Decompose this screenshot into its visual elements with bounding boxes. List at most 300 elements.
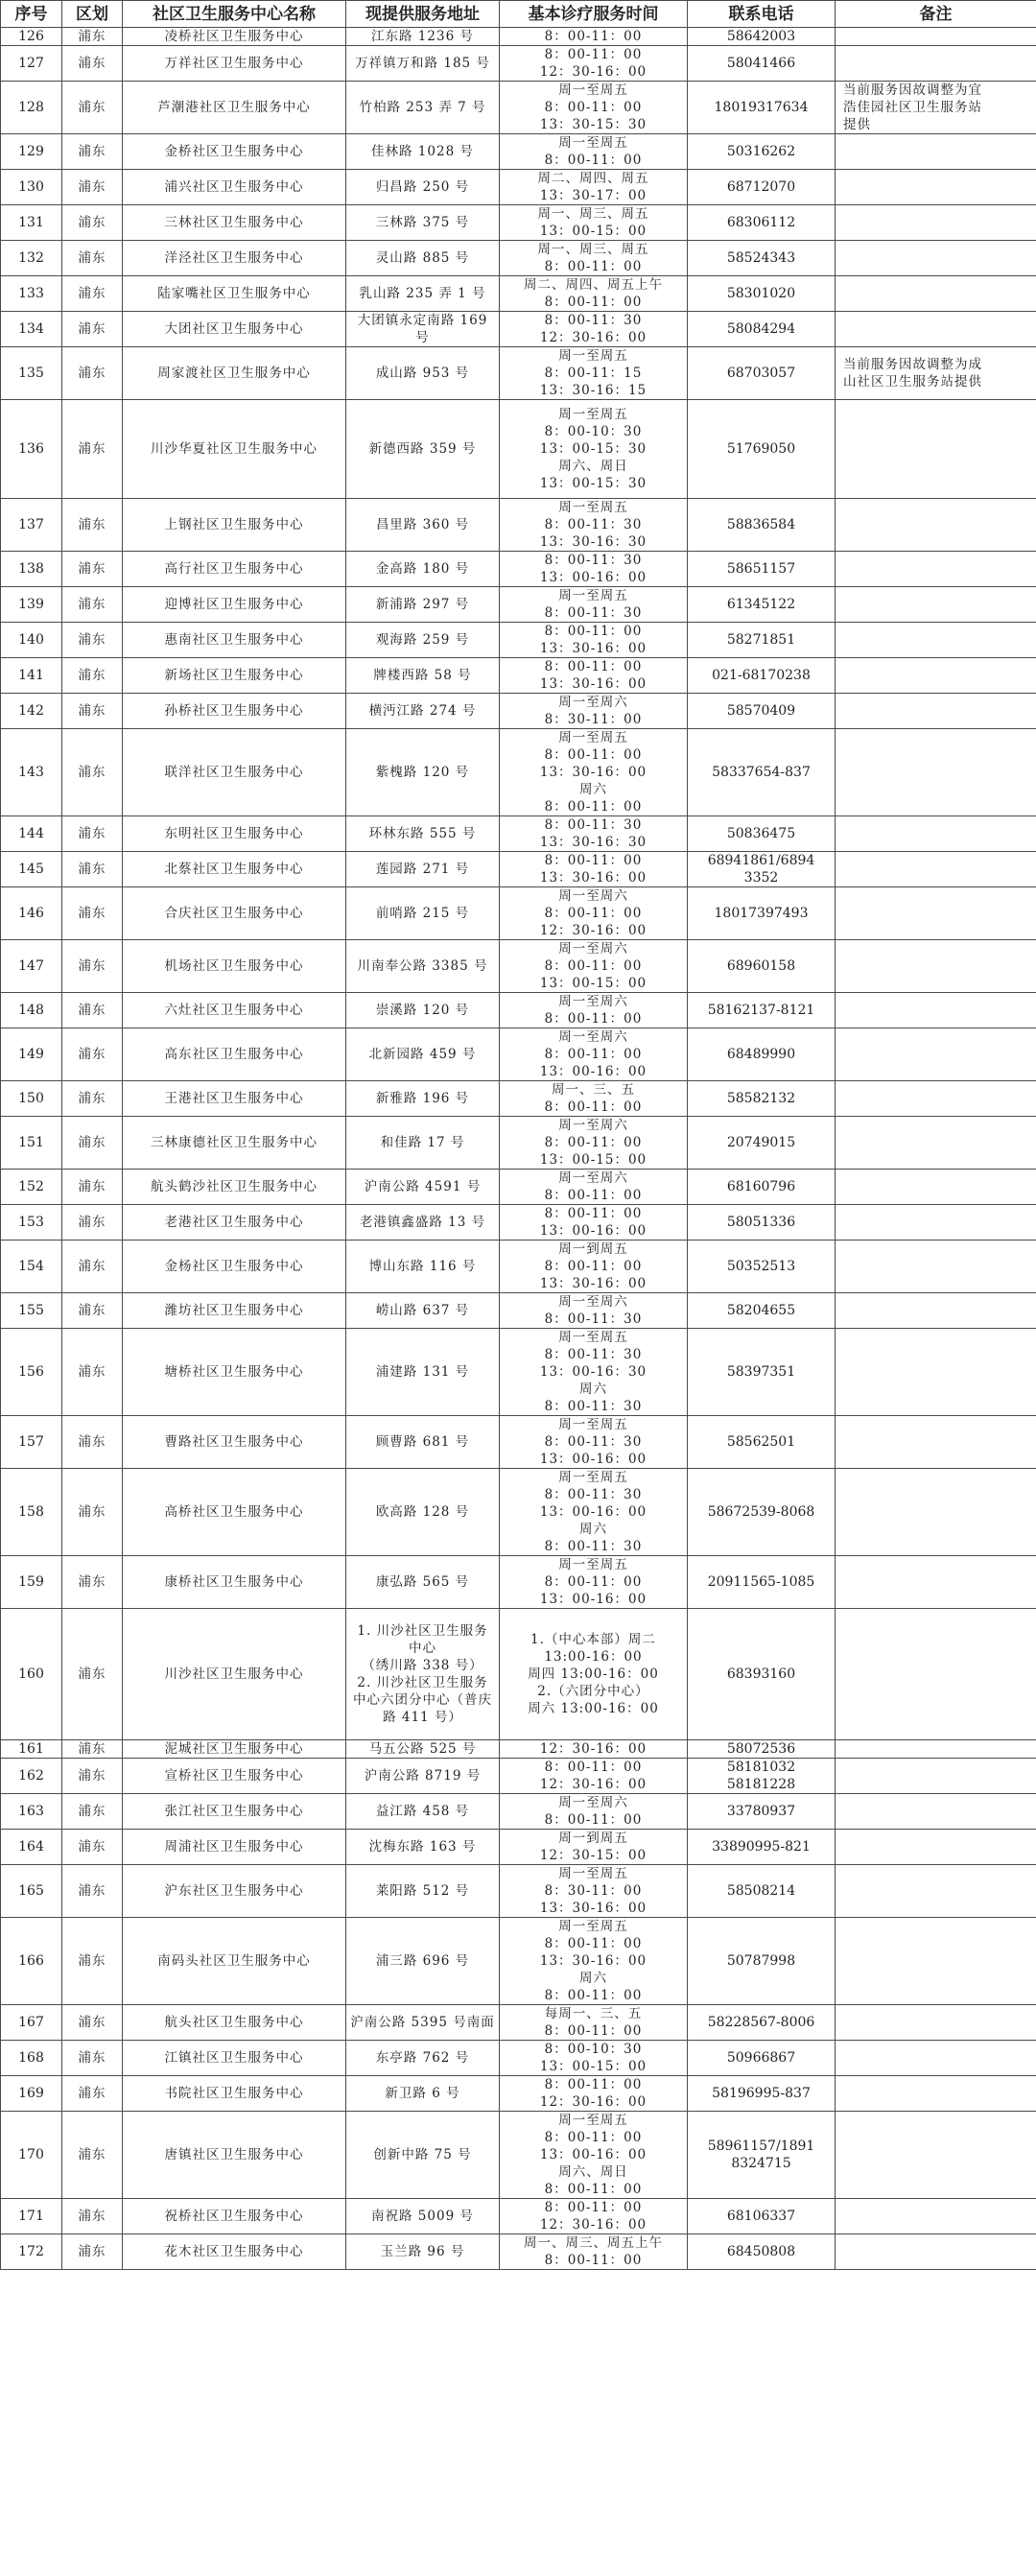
cell-phone bbox=[688, 816, 836, 852]
cell-phone-line: 58228567-8006 bbox=[707, 2015, 815, 2030]
cell-no: 164 bbox=[1, 1830, 62, 1865]
cell-remarks bbox=[836, 816, 1036, 852]
cell-district: 浦东 bbox=[62, 1416, 123, 1469]
cell-address-line: 紫槐路 120 号 bbox=[375, 765, 470, 780]
cell-phone-line: 58301020 bbox=[726, 286, 796, 301]
cell-address-line: 金高路 180 号 bbox=[375, 561, 470, 577]
cell-address bbox=[346, 82, 500, 134]
cell-service-time bbox=[500, 2076, 688, 2112]
cell-center-name: 北蔡社区卫生服务中心 bbox=[123, 852, 346, 887]
cell-district: 浦东 bbox=[62, 623, 123, 658]
table-row bbox=[1, 1830, 1036, 1865]
cell-center-name: 上钢社区卫生服务中心 bbox=[123, 499, 346, 552]
cell-service-time-line: 8：00-11：00 bbox=[544, 295, 643, 310]
table-row bbox=[1, 241, 1036, 276]
table-row bbox=[1, 347, 1036, 400]
cell-address-line: 大团镇永定南路 169 bbox=[357, 313, 488, 328]
cell-remarks bbox=[836, 2076, 1036, 2112]
cell-center-name: 花木社区卫生服务中心 bbox=[123, 2234, 346, 2270]
table-row bbox=[1, 1918, 1036, 2005]
cell-phone-line: 58524343 bbox=[726, 250, 796, 266]
cell-address bbox=[346, 1556, 500, 1609]
cell-service-time bbox=[500, 2112, 688, 2199]
cell-remarks bbox=[836, 2005, 1036, 2041]
cell-center-name: 祝桥社区卫生服务中心 bbox=[123, 2199, 346, 2234]
table-row bbox=[1, 623, 1036, 658]
cell-service-time bbox=[500, 1918, 688, 2005]
cell-service-time-line: 13：00-15：30 bbox=[539, 476, 648, 491]
cell-phone-line: 58051336 bbox=[726, 1215, 796, 1230]
cell-no: 135 bbox=[1, 347, 62, 400]
cell-service-time bbox=[500, 587, 688, 623]
cell-address-line: 沪南公路 8719 号 bbox=[364, 1768, 482, 1784]
cell-phone-line: 18019317634 bbox=[714, 100, 809, 115]
cell-remarks-line: 浩佳园社区卫生服务站 bbox=[843, 100, 982, 115]
cell-service-time-line: 周一至周五 bbox=[558, 1330, 628, 1345]
cell-service-time-line: 8：00-11：30 bbox=[544, 1434, 643, 1450]
cell-address-line: 老港镇鑫盛路 13 号 bbox=[359, 1215, 486, 1230]
cell-center-name: 川沙华夏社区卫生服务中心 bbox=[123, 400, 346, 499]
cell-district: 浦东 bbox=[62, 134, 123, 170]
table-row bbox=[1, 1794, 1036, 1830]
cell-address-line: 南祝路 5009 号 bbox=[371, 2209, 474, 2224]
cell-address bbox=[346, 134, 500, 170]
cell-address-line: 莲园路 271 号 bbox=[375, 862, 470, 877]
cell-service-time-line: 13：30-16：00 bbox=[539, 870, 648, 886]
cell-remarks bbox=[836, 852, 1036, 887]
cell-remarks bbox=[836, 1416, 1036, 1469]
cell-remarks bbox=[836, 1556, 1036, 1609]
cell-service-time-line: 8：00-11：00 bbox=[544, 2253, 643, 2268]
cell-address-line: 沈梅东路 163 号 bbox=[368, 1839, 477, 1855]
cell-remarks bbox=[836, 1028, 1036, 1081]
header-service-time: 基本诊疗服务时间 bbox=[500, 1, 688, 28]
header-remarks: 备注 bbox=[836, 1, 1036, 28]
cell-service-time-line: 周一至周六 bbox=[558, 941, 628, 957]
cell-service-time bbox=[500, 28, 688, 46]
cell-address bbox=[346, 1794, 500, 1830]
cell-center-name: 塘桥社区卫生服务中心 bbox=[123, 1329, 346, 1416]
cell-service-time-line: 13:00-16：00 bbox=[544, 1649, 643, 1665]
cell-service-time-line: 13：00-15：00 bbox=[539, 1152, 648, 1168]
cell-service-time bbox=[500, 658, 688, 694]
cell-no: 169 bbox=[1, 2076, 62, 2112]
cell-phone bbox=[688, 1794, 836, 1830]
cell-address-line: 益江路 458 号 bbox=[375, 1804, 470, 1819]
cell-service-time bbox=[500, 205, 688, 241]
cell-address-line: 欧高路 128 号 bbox=[375, 1504, 470, 1520]
cell-remarks bbox=[836, 552, 1036, 587]
cell-service-time-line: 12：30-15：00 bbox=[539, 1848, 648, 1863]
table-row bbox=[1, 940, 1036, 993]
cell-service-time-line: 12：30-16：00 bbox=[539, 1777, 648, 1792]
cell-no: 142 bbox=[1, 694, 62, 729]
cell-phone bbox=[688, 1241, 836, 1293]
cell-center-name: 泥城社区卫生服务中心 bbox=[123, 1740, 346, 1759]
cell-district: 浦东 bbox=[62, 82, 123, 134]
cell-service-time bbox=[500, 312, 688, 347]
cell-address-line: 东亭路 762 号 bbox=[375, 2050, 470, 2066]
cell-address bbox=[346, 816, 500, 852]
cell-phone bbox=[688, 134, 836, 170]
cell-no: 139 bbox=[1, 587, 62, 623]
table-row bbox=[1, 1241, 1036, 1293]
table-row bbox=[1, 400, 1036, 499]
cell-remarks bbox=[836, 1830, 1036, 1865]
cell-phone bbox=[688, 1830, 836, 1865]
cell-address-line: 乳山路 235 弄 1 号 bbox=[359, 286, 486, 301]
cell-center-name: 沪东社区卫生服务中心 bbox=[123, 1865, 346, 1918]
table-row bbox=[1, 1740, 1036, 1759]
cell-center-name: 航头鹤沙社区卫生服务中心 bbox=[123, 1170, 346, 1205]
cell-no: 161 bbox=[1, 1740, 62, 1759]
cell-address-line: 玉兰路 96 号 bbox=[380, 2244, 465, 2259]
cell-address bbox=[346, 852, 500, 887]
cell-district: 浦东 bbox=[62, 1170, 123, 1205]
cell-remarks bbox=[836, 2199, 1036, 2234]
table-row bbox=[1, 1170, 1036, 1205]
cell-phone-line: 68160796 bbox=[726, 1179, 796, 1194]
cell-address-line: 佳林路 1028 号 bbox=[371, 144, 474, 159]
cell-center-name: 芦潮港社区卫生服务中心 bbox=[123, 82, 346, 134]
cell-center-name: 王港社区卫生服务中心 bbox=[123, 1081, 346, 1117]
cell-address-line: 1. 川沙社区卫生服务 bbox=[357, 1623, 488, 1639]
cell-service-time-line: 8：00-11：30 bbox=[544, 605, 643, 621]
cell-service-time bbox=[500, 1170, 688, 1205]
cell-service-time-line: 8：00-11：30 bbox=[544, 1399, 643, 1414]
cell-district: 浦东 bbox=[62, 1081, 123, 1117]
cell-address-line: 新德西路 359 号 bbox=[368, 441, 477, 457]
cell-service-time bbox=[500, 1028, 688, 1081]
cell-district: 浦东 bbox=[62, 499, 123, 552]
cell-address-line: 新卫路 6 号 bbox=[385, 2086, 460, 2101]
cell-no: 146 bbox=[1, 887, 62, 940]
cell-remarks bbox=[836, 2234, 1036, 2270]
cell-center-name: 孙桥社区卫生服务中心 bbox=[123, 694, 346, 729]
cell-service-time-line: 周一至周六 bbox=[558, 695, 628, 710]
cell-service-time-line: 13：00-16：00 bbox=[539, 1504, 648, 1520]
cell-district: 浦东 bbox=[62, 2234, 123, 2270]
cell-address-line: 竹柏路 253 弄 7 号 bbox=[359, 100, 486, 115]
cell-service-time-line: 周六、周日 bbox=[558, 2164, 628, 2180]
cell-service-time bbox=[500, 347, 688, 400]
cell-phone bbox=[688, 2076, 836, 2112]
cell-center-name: 联洋社区卫生服务中心 bbox=[123, 729, 346, 816]
cell-address bbox=[346, 499, 500, 552]
cell-center-name: 三林康德社区卫生服务中心 bbox=[123, 1117, 346, 1170]
cell-service-time bbox=[500, 1117, 688, 1170]
cell-service-time-line: 周一至周五 bbox=[558, 1417, 628, 1432]
header-address: 现提供服务地址 bbox=[346, 1, 500, 28]
cell-service-time-line: 8：00-11：00 bbox=[544, 2023, 643, 2039]
cell-address bbox=[346, 1205, 500, 1241]
cell-center-name: 周浦社区卫生服务中心 bbox=[123, 1830, 346, 1865]
cell-service-time-line: 8：00-11：00 bbox=[544, 1047, 643, 1062]
cell-address bbox=[346, 1241, 500, 1293]
cell-no: 157 bbox=[1, 1416, 62, 1469]
cell-phone-line: 33780937 bbox=[726, 1804, 796, 1819]
cell-address bbox=[346, 887, 500, 940]
cell-remarks bbox=[836, 2112, 1036, 2199]
cell-phone-line: 58642003 bbox=[726, 29, 796, 44]
cell-service-time-line: 8：00-11：00 bbox=[544, 2130, 643, 2145]
cell-phone-line: 20911565-1085 bbox=[707, 1574, 815, 1590]
cell-phone-line: 68941861/6894 bbox=[707, 853, 815, 868]
table-row bbox=[1, 658, 1036, 694]
cell-service-time-line: 8：00-11：30 bbox=[544, 553, 643, 568]
cell-service-time-line: 12：30-16：00 bbox=[539, 923, 648, 938]
cell-phone-line: 58196995-837 bbox=[712, 2086, 811, 2101]
cell-no: 153 bbox=[1, 1205, 62, 1241]
cell-service-time bbox=[500, 1865, 688, 1918]
cell-no: 138 bbox=[1, 552, 62, 587]
cell-address bbox=[346, 1918, 500, 2005]
cell-service-time-line: 8：00-11：00 bbox=[544, 29, 643, 44]
table-row bbox=[1, 852, 1036, 887]
cell-remarks bbox=[836, 312, 1036, 347]
cell-phone-line: 58181228 bbox=[726, 1777, 796, 1792]
cell-phone bbox=[688, 241, 836, 276]
cell-no: 167 bbox=[1, 2005, 62, 2041]
cell-center-name: 高东社区卫生服务中心 bbox=[123, 1028, 346, 1081]
cell-no: 172 bbox=[1, 2234, 62, 2270]
cell-phone-line: 58961157/1891 bbox=[707, 2139, 815, 2154]
cell-service-time-line: 周一、周三、周五 bbox=[537, 242, 649, 257]
cell-no: 145 bbox=[1, 852, 62, 887]
cell-phone bbox=[688, 887, 836, 940]
cell-phone bbox=[688, 694, 836, 729]
cell-phone-line: 50352513 bbox=[726, 1259, 796, 1274]
cell-service-time bbox=[500, 1329, 688, 1416]
cell-remarks bbox=[836, 276, 1036, 312]
cell-address bbox=[346, 2112, 500, 2199]
table-row bbox=[1, 1865, 1036, 1918]
cell-center-name: 大团社区卫生服务中心 bbox=[123, 312, 346, 347]
cell-address-line: 崂山路 637 号 bbox=[375, 1303, 470, 1318]
cell-service-time-line: 周一、周三、周五 bbox=[537, 206, 649, 222]
cell-remarks bbox=[836, 1329, 1036, 1416]
cell-service-time bbox=[500, 1293, 688, 1329]
cell-phone-line: 50316262 bbox=[726, 144, 796, 159]
cell-phone bbox=[688, 28, 836, 46]
cell-service-time-line: 周一至周五 bbox=[558, 588, 628, 603]
cell-service-time-line: 周六 13:00-16：00 bbox=[528, 1701, 659, 1716]
cell-phone-line: 68712070 bbox=[726, 179, 796, 195]
cell-address-line: 江东路 1236 号 bbox=[371, 29, 474, 44]
cell-address-line: 和佳路 17 号 bbox=[380, 1135, 465, 1150]
cell-center-name: 康桥社区卫生服务中心 bbox=[123, 1556, 346, 1609]
cell-district: 浦东 bbox=[62, 1794, 123, 1830]
cell-center-name: 老港社区卫生服务中心 bbox=[123, 1205, 346, 1241]
cell-no: 155 bbox=[1, 1293, 62, 1329]
cell-service-time-line: 周一至周六 bbox=[558, 994, 628, 1009]
cell-phone-line: 68450808 bbox=[726, 2244, 796, 2259]
cell-service-time-line: 8：30-11：00 bbox=[544, 1883, 643, 1899]
cell-address bbox=[346, 993, 500, 1028]
cell-service-time bbox=[500, 241, 688, 276]
cell-district: 浦东 bbox=[62, 400, 123, 499]
cell-service-time-line: 8：00-11：00 bbox=[544, 100, 643, 115]
cell-service-time-line: 8：00-11：00 bbox=[544, 2077, 643, 2092]
cell-remarks bbox=[836, 1081, 1036, 1117]
cell-service-time bbox=[500, 2041, 688, 2076]
cell-service-time-line: 12：30-16：00 bbox=[539, 2217, 648, 2233]
cell-district: 浦东 bbox=[62, 1556, 123, 1609]
cell-service-time-line: 周六 bbox=[579, 1971, 607, 1986]
cell-service-time-line: 12：30-16：00 bbox=[539, 64, 648, 80]
cell-service-time-line: 8：00-11：00 bbox=[544, 853, 643, 868]
cell-district: 浦东 bbox=[62, 2112, 123, 2199]
cell-phone-line: 58651157 bbox=[726, 561, 796, 577]
cell-service-time bbox=[500, 1830, 688, 1865]
cell-address bbox=[346, 1028, 500, 1081]
cell-address-line: 川南奉公路 3385 号 bbox=[357, 958, 488, 974]
cell-center-name: 潍坊社区卫生服务中心 bbox=[123, 1293, 346, 1329]
cell-remarks bbox=[836, 993, 1036, 1028]
cell-remarks bbox=[836, 1170, 1036, 1205]
table-row bbox=[1, 816, 1036, 852]
cell-address-line: 新雅路 196 号 bbox=[375, 1091, 470, 1106]
cell-service-time-line: 8：00-11：00 bbox=[544, 624, 643, 639]
cell-phone bbox=[688, 623, 836, 658]
cell-district: 浦东 bbox=[62, 1329, 123, 1416]
cell-address-line: 马五公路 525 号 bbox=[368, 1741, 477, 1757]
cell-phone bbox=[688, 1117, 836, 1170]
cell-phone-line: 61345122 bbox=[726, 597, 796, 612]
cell-phone-line: 8324715 bbox=[731, 2156, 791, 2171]
cell-service-time-line: 8：00-11：00 bbox=[544, 659, 643, 674]
cell-remarks bbox=[836, 1759, 1036, 1794]
cell-service-time-line: 8：00-11：00 bbox=[544, 1188, 643, 1203]
cell-phone-line: 58337654-837 bbox=[712, 765, 811, 780]
cell-address-line: 号 bbox=[415, 330, 430, 345]
cell-remarks bbox=[836, 1469, 1036, 1556]
cell-phone bbox=[688, 347, 836, 400]
cell-phone bbox=[688, 1028, 836, 1081]
cell-service-time-line: 周六、周日 bbox=[558, 459, 628, 474]
cell-service-time-line: 8：00-11：00 bbox=[544, 1259, 643, 1274]
cell-service-time-line: 周一至周五 bbox=[558, 1919, 628, 1934]
cell-no: 163 bbox=[1, 1794, 62, 1830]
cell-address-line: 浦建路 131 号 bbox=[375, 1364, 470, 1380]
cell-address bbox=[346, 1740, 500, 1759]
table-header-row bbox=[1, 1, 1036, 28]
cell-service-time bbox=[500, 552, 688, 587]
cell-address bbox=[346, 658, 500, 694]
cell-address bbox=[346, 2234, 500, 2270]
table-row bbox=[1, 2005, 1036, 2041]
cell-phone bbox=[688, 587, 836, 623]
cell-phone-line: 58204655 bbox=[726, 1303, 796, 1318]
cell-phone bbox=[688, 1170, 836, 1205]
cell-service-time-line: 13：00-16：00 bbox=[539, 570, 648, 585]
cell-remarks bbox=[836, 1918, 1036, 2005]
cell-phone bbox=[688, 205, 836, 241]
cell-address-line: 观海路 259 号 bbox=[375, 632, 470, 648]
cell-service-time-line: 8：00-11：00 bbox=[544, 1011, 643, 1027]
cell-phone bbox=[688, 1329, 836, 1416]
cell-remarks bbox=[836, 1293, 1036, 1329]
table-row bbox=[1, 1416, 1036, 1469]
cell-service-time-line: 13：30-15：30 bbox=[539, 117, 648, 132]
cell-remarks bbox=[836, 1117, 1036, 1170]
cell-address bbox=[346, 2041, 500, 2076]
cell-service-time-line: 周一至周六 bbox=[558, 1170, 628, 1186]
cell-service-time-line: 13：00-16：00 bbox=[539, 1223, 648, 1239]
cell-remarks-line: 提供 bbox=[843, 117, 871, 132]
cell-service-time bbox=[500, 499, 688, 552]
cell-no: 130 bbox=[1, 170, 62, 205]
cell-no: 127 bbox=[1, 46, 62, 82]
cell-no: 144 bbox=[1, 816, 62, 852]
cell-phone-line: 68106337 bbox=[726, 2209, 796, 2224]
cell-service-time-line: 8：00-11：30 bbox=[544, 1539, 643, 1554]
cell-address-line: （绣川路 338 号） bbox=[362, 1658, 483, 1673]
cell-no: 159 bbox=[1, 1556, 62, 1609]
cell-address bbox=[346, 1081, 500, 1117]
cell-service-time-line: 周一至周五 bbox=[558, 135, 628, 151]
cell-phone bbox=[688, 1740, 836, 1759]
cell-service-time-line: 13：30-16：30 bbox=[539, 835, 648, 850]
cell-address bbox=[346, 1329, 500, 1416]
cell-service-time-line: 周一至周五 bbox=[558, 730, 628, 745]
cell-phone-line: 58672539-8068 bbox=[707, 1504, 815, 1520]
cell-district: 浦东 bbox=[62, 1028, 123, 1081]
cell-service-time-line: 13：30-17：00 bbox=[539, 188, 648, 203]
cell-remarks bbox=[836, 1740, 1036, 1759]
cell-remarks bbox=[836, 1794, 1036, 1830]
cell-no: 132 bbox=[1, 241, 62, 276]
cell-service-time-line: 13：00-16：00 bbox=[539, 1064, 648, 1079]
cell-service-time-line: 8：00-11：00 bbox=[544, 906, 643, 921]
cell-phone-line: 58072536 bbox=[726, 1741, 796, 1757]
cell-phone-line: 021-68170238 bbox=[712, 668, 811, 683]
cell-district: 浦东 bbox=[62, 729, 123, 816]
cell-address-line: 崇溪路 120 号 bbox=[375, 1003, 470, 1018]
cell-district: 浦东 bbox=[62, 347, 123, 400]
table-row bbox=[1, 1117, 1036, 1170]
cell-service-time-line: 周一至周五 bbox=[558, 500, 628, 515]
cell-center-name: 洋泾社区卫生服务中心 bbox=[123, 241, 346, 276]
cell-remarks bbox=[836, 347, 1036, 400]
cell-address-line: 成山路 953 号 bbox=[375, 366, 470, 381]
cell-service-time-line: 13：00-16：00 bbox=[539, 1592, 648, 1607]
cell-district: 浦东 bbox=[62, 658, 123, 694]
cell-service-time-line: 8：00-11：30 bbox=[544, 817, 643, 833]
cell-remarks bbox=[836, 1609, 1036, 1740]
cell-service-time-line: 8：00-11：00 bbox=[544, 1812, 643, 1828]
cell-service-time-line: 13：00-15：30 bbox=[539, 441, 648, 457]
cell-address bbox=[346, 1759, 500, 1794]
cell-district: 浦东 bbox=[62, 2041, 123, 2076]
cell-phone bbox=[688, 2005, 836, 2041]
cell-service-time-line: 周二、周四、周五 bbox=[537, 171, 649, 186]
cell-service-time bbox=[500, 940, 688, 993]
cell-district: 浦东 bbox=[62, 205, 123, 241]
cell-service-time-line: 周一至周六 bbox=[558, 888, 628, 904]
cell-service-time-line: 13：30-16：00 bbox=[539, 641, 648, 656]
cell-address-line: 昌里路 360 号 bbox=[375, 517, 470, 532]
cell-phone-line: 58836584 bbox=[726, 517, 796, 532]
table-row bbox=[1, 1081, 1036, 1117]
cell-service-time-line: 8：00-11：00 bbox=[544, 1135, 643, 1150]
cell-district: 浦东 bbox=[62, 940, 123, 993]
cell-address-line: 灵山路 885 号 bbox=[375, 250, 470, 266]
table-row bbox=[1, 1556, 1036, 1609]
cell-address-line: 归昌路 250 号 bbox=[375, 179, 470, 195]
table-row bbox=[1, 2234, 1036, 2270]
cell-service-time-line: 周一至周六 bbox=[558, 1118, 628, 1133]
